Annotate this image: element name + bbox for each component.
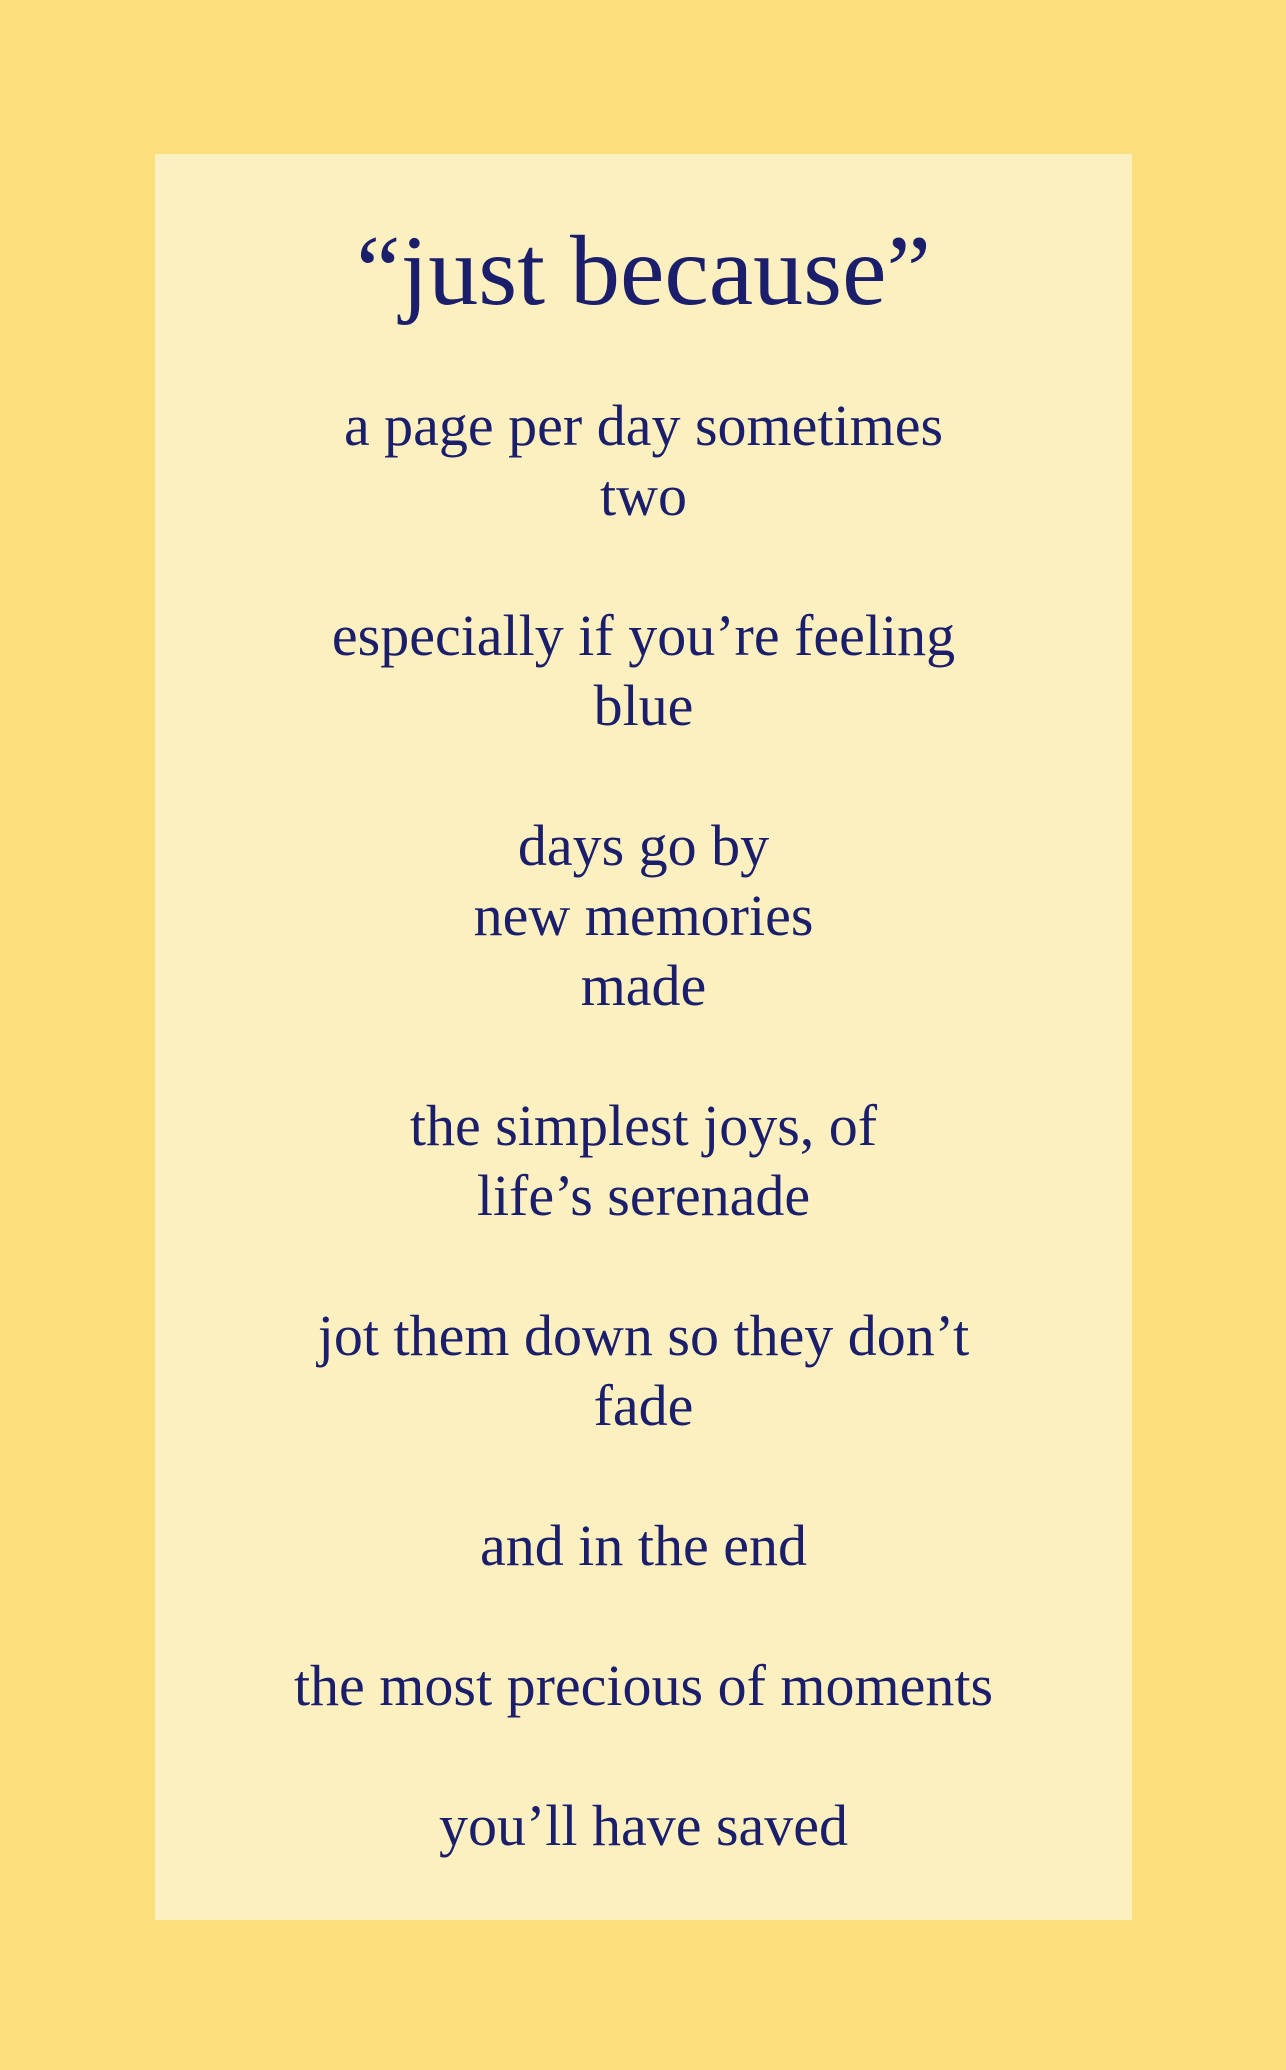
poem-line: new memories bbox=[473, 883, 814, 948]
poem-panel bbox=[155, 154, 1132, 1920]
poem-stanza bbox=[155, 391, 1132, 531]
poem-line: the most precious of moments bbox=[293, 1653, 994, 1718]
poem-stanza bbox=[155, 811, 1132, 1021]
poem-line: especially if you’re feeling bbox=[331, 603, 956, 668]
poem-stanza bbox=[155, 1301, 1132, 1441]
poem-stanza bbox=[155, 1791, 1132, 1861]
poem-stanza bbox=[155, 1091, 1132, 1231]
poem-stanza bbox=[155, 1511, 1132, 1581]
poem-line: jot them down so they don’t bbox=[317, 1303, 970, 1368]
poem-line: a page per day sometimes bbox=[343, 393, 944, 458]
poem-body bbox=[155, 391, 1132, 1861]
poem-line: blue bbox=[593, 673, 694, 738]
poem-line: life’s serenade bbox=[476, 1163, 811, 1228]
poem-line: made bbox=[580, 953, 707, 1018]
poem-line: the simplest joys, of bbox=[409, 1093, 878, 1158]
poem-stanza bbox=[155, 601, 1132, 741]
poem-line: two bbox=[600, 463, 687, 528]
poem-line: fade bbox=[593, 1373, 694, 1438]
poem-line: and in the end bbox=[480, 1513, 807, 1578]
poem-line: you’ll have saved bbox=[438, 1793, 849, 1858]
poem-line: days go by bbox=[517, 813, 770, 878]
poem-title: “just because” bbox=[356, 215, 931, 326]
poem-stanza bbox=[155, 1651, 1132, 1721]
